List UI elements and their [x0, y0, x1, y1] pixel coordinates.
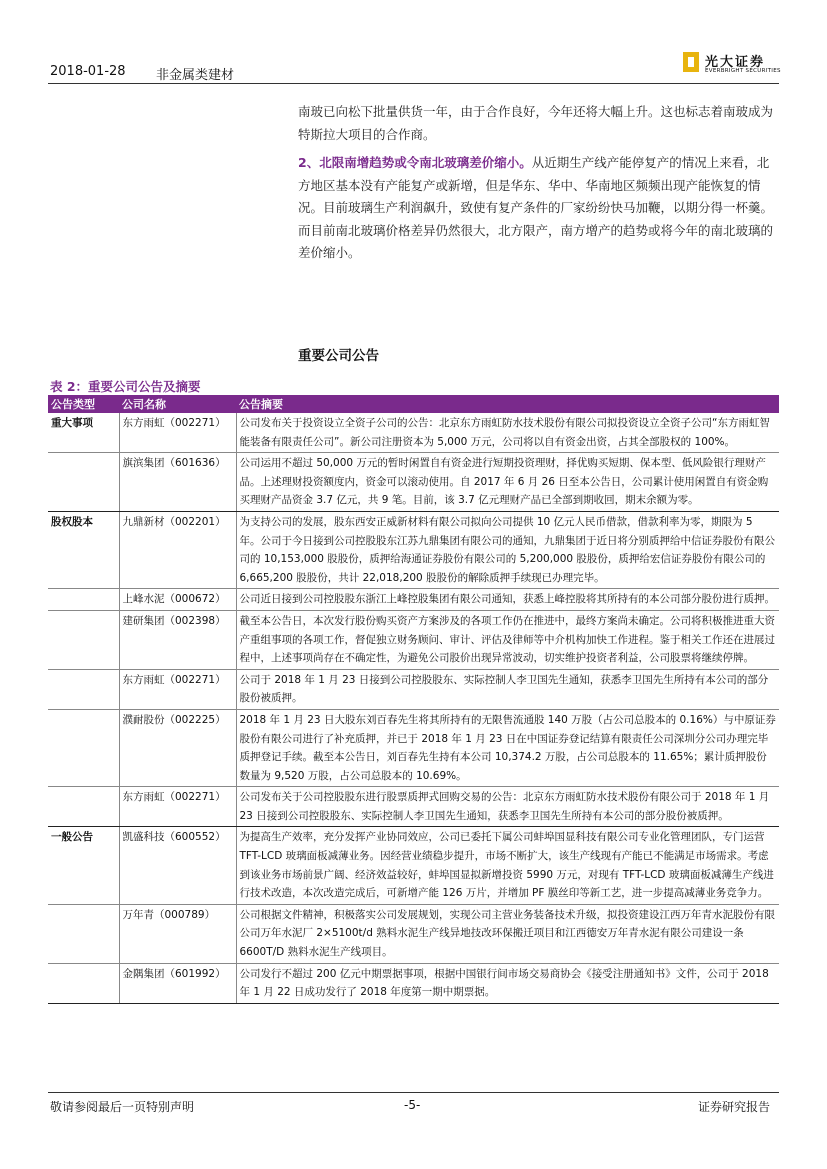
- cell-type: 一般公告: [48, 827, 119, 904]
- table-row: [48, 904, 779, 963]
- cell-name: 东方雨虹（002271）: [119, 669, 236, 709]
- cell-summary: 公司运用不超过 50,000 万元的暂时闲置自有资金进行短期投资理财，择优购买短期、保本型、低风险银行理财产品。上述理财投资额度内，资金可以滚动使用。自 2017 年 6 月 26 日至本公告日，公司累计使用闲置自有资金购买理财产品资金 3.7 亿元，共 9 笔。目前，该 3.7 亿元理财产品已全部到期收回，期末余额为零。: [236, 453, 779, 512]
- cell-summary: 为支持公司的发展，股东西安正威新材料有限公司拟向公司提供 10 亿元人民币借款，借款利率为零，期限为 5 年。公司于今日接到公司控股股东江苏九鼎集团有限公司的通知，九鼎集团于近日将分别质押给中信证券股份有限公司的 10,153,000 股股份，质押给海通证券股份有限公司的 5,200,000 股股份，质押给宏信证券股份有限公司的 6,665,200 股股份，共计 22,018,200 股股份的解除质押手续现已办理完毕。: [236, 511, 779, 588]
- paragraph-1: 南玻已向松下批量供货一年，由于合作良好，今年还将大幅上升。这也标志着南玻成为特斯拉大项目的合作商。: [298, 104, 774, 142]
- logo-en: EVERBRIGHT SECURITIES: [705, 68, 781, 74]
- header-divider: [48, 83, 779, 84]
- cell-type: [48, 904, 119, 963]
- cell-type: 股权股本: [48, 511, 119, 588]
- table-row: [48, 453, 779, 512]
- page-number: -5-: [404, 1098, 421, 1112]
- cell-name: 凯盛科技（600552）: [119, 827, 236, 904]
- cell-summary: 公司根据文件精神，积极落实公司发展规划，实现公司主营业务装备技术升级，拟投资建设江西万年青水泥股份有限公司万年水泥厂 2×5100t/d 熟料水泥生产线异地技改环保搬迁项目和江西德安万年青水泥有限公司建设一条 6600T/D 熟料水泥生产线项目。: [236, 904, 779, 963]
- table-row: [48, 589, 779, 611]
- cell-type: [48, 610, 119, 669]
- paragraph-2: [298, 152, 780, 265]
- cell-summary: 公司发布关于投资设立全资子公司的公告：北京东方雨虹防水技术股份有限公司拟投资设立全资子公司“东方雨虹智能装备有限责任公司”。新公司注册资本为 5,000 万元，公司将以自有资金出资，占其全部股权的 100%。: [236, 413, 779, 453]
- table-row: [48, 827, 779, 904]
- header-type: 公告类型: [48, 395, 119, 413]
- report-sector: 非金属类建材: [156, 68, 235, 83]
- table-row: [48, 669, 779, 709]
- cell-name: 东方雨虹（002271）: [119, 787, 236, 827]
- cell-summary: 公司发布关于公司控股股东进行股票质押式回购交易的公告：北京东方雨虹防水技术股份有限公司于 2018 年 1 月 23 日接到公司控股股东、实际控制人李卫国先生通知，获悉李卫国先生所持有本公司的部分股份被质押。: [236, 787, 779, 827]
- cell-type: [48, 669, 119, 709]
- cell-name: 濮耐股份（002225）: [119, 709, 236, 786]
- everbright-logo: [683, 50, 783, 80]
- table-row: [48, 709, 779, 786]
- footer-divider: [48, 1092, 779, 1093]
- header-company: 公司名称: [119, 395, 236, 413]
- logo-cn: 光大证券: [705, 55, 766, 70]
- cell-name: 上峰水泥（000672）: [119, 589, 236, 611]
- paragraph-2-highlight: 2、北限南增趋势或令南北玻璃差价缩小。: [298, 155, 532, 170]
- footer-disclaimer: 敬请参阅最后一页特别声明: [50, 1100, 195, 1114]
- cell-name: 东方雨虹（002271）: [119, 413, 236, 453]
- cell-summary: 2018 年 1 月 23 日大股东刘百春先生将其所持有的无限售流通股 140 万股（占公司总股本的 0.16%）与中原证券股份有限公司进行了补充质押，并已于 2018 年 1 月 23 日在中国证券登记结算有限责任公司深圳分公司办理完毕质押登记手续。截至本公告日，刘百春先生持有本公司 10,374.2 万股，占公司总股本的 11.65%；累计质押股份数量为 9,520 万股，占公司总股本的 10.69%。: [236, 709, 779, 786]
- cell-summary: 公司近日接到公司控股股东浙江上峰控股集团有限公司通知，获悉上峰控股将其所持有的本公司部分股份进行质押。: [236, 589, 779, 611]
- cell-type: [48, 963, 119, 1003]
- cell-type: [48, 787, 119, 827]
- page-header: [48, 60, 779, 82]
- cell-summary: 公司发行不超过 200 亿元中期票据事项，根据中国银行间市场交易商协会《接受注册通知书》文件，公司于 2018 年 1 月 22 日成功发行了 2018 年度第一期中期票据。: [236, 963, 779, 1003]
- table-row: [48, 963, 779, 1003]
- cell-name: 建研集团（002398）: [119, 610, 236, 669]
- cell-type: [48, 589, 119, 611]
- paragraph-2-body: 从近期生产线产能停复产的情况上来看，北方地区基本没有产能复产或新增，但是华东、华中、华南地区频频出现产能恢复的情况。目前玻璃生产利润飙升，致使有复产条件的厂家纷纷快马加鞭，以期分得一杯羹。而目前南北玻璃价格差异仍然很大，北方限产，南方增产的趋势或将今年的南北玻璃的差价缩小。: [298, 155, 774, 261]
- table-row: [48, 413, 779, 453]
- header-summary: 公告摘要: [236, 395, 779, 413]
- cell-type: [48, 709, 119, 786]
- footer-report-type: 证券研究报告: [698, 1100, 771, 1114]
- cell-name: 万年青（000789）: [119, 904, 236, 963]
- cell-summary: 公司于 2018 年 1 月 23 日接到公司控股股东、实际控制人李卫国先生通知，获悉李卫国先生所持有本公司的部分股份被质押。: [236, 669, 779, 709]
- logo-mark-icon: [683, 52, 699, 72]
- cell-summary: 截至本公告日，本次发行股份购买资产方案涉及的各项工作仍在推进中，最终方案尚未确定。公司将积极推进重大资产重组事项的各项工作，督促独立财务顾问、审计、评估及律师等中介机构加快工作进程。鉴于相关工作还在进展过程中，上述事项尚存在不确定性，为避免公司股价出现异常波动，切实维护投资者利益，公司股票将继续停牌。: [236, 610, 779, 669]
- report-date: 2018-01-28: [50, 64, 126, 79]
- table-row: [48, 511, 779, 588]
- announcements-table: [48, 395, 779, 1004]
- table-caption: 表 2：重要公司公告及摘要: [50, 379, 201, 394]
- cell-name: 金隅集团（601992）: [119, 963, 236, 1003]
- cell-type: [48, 453, 119, 512]
- cell-name: 九鼎新材（002201）: [119, 511, 236, 588]
- table-header-row: [48, 395, 779, 413]
- table-row: [48, 610, 779, 669]
- table-row: [48, 787, 779, 827]
- cell-type: 重大事项: [48, 413, 119, 453]
- cell-name: 旗滨集团（601636）: [119, 453, 236, 512]
- section-title: 重要公司公告: [298, 348, 379, 364]
- cell-summary: 为提高生产效率，充分发挥产业协同效应，公司已委托下属公司蚌埠国显科技有限公司专业化管理团队，专门运营 TFT-LCD 玻璃面板减薄业务。因经营业绩稳步提升，市场不断扩大，该生产线现有产能已不能满足市场需求。考虑到该业务市场前景广阔、经济效益较好，蚌埠国显拟新增投资 5990 万元，对现有 TFT-LCD 玻璃面板减薄生产线进行技术改造，本次改造完成后，可新增产能 126 万片，并增加 PF 膜丝印等新工艺，进一步提高减薄业务竞争力。: [236, 827, 779, 904]
